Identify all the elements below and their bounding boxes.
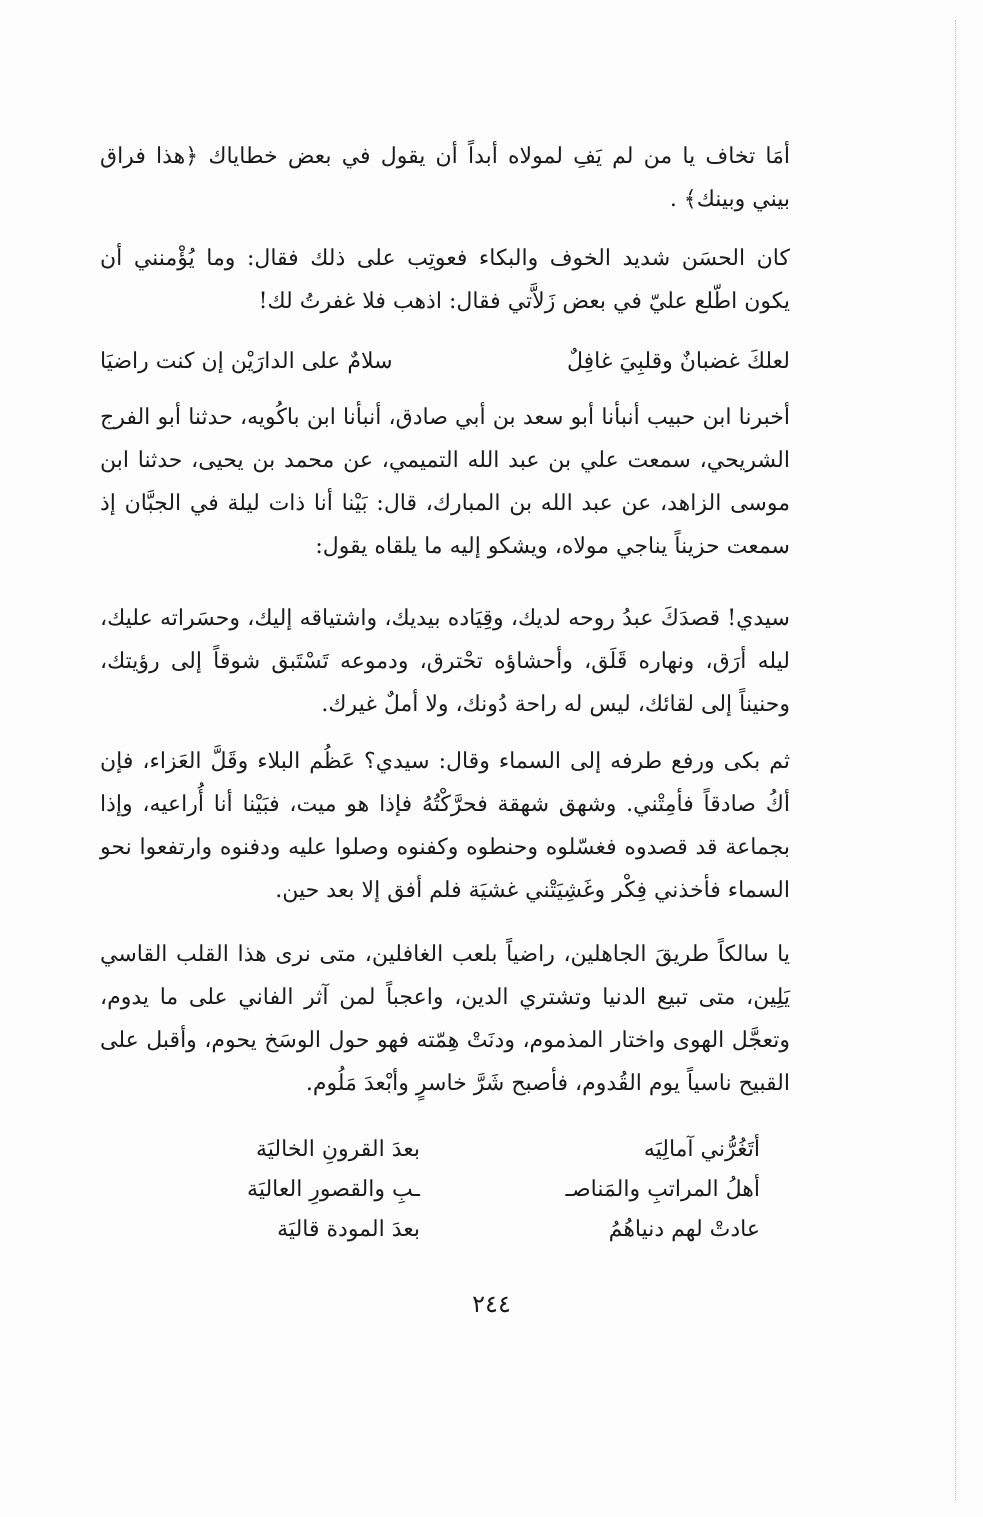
verse-line <box>100 340 790 383</box>
paragraph-3: أخبرنا ابن حبيب أنبأنا أبو سعد بن أبي صادق، أنبأنا ابن باكُويه، حدثنا أبو الفرج الشريحي، سمعت علي بن عبد الله التميمي، عن محمد بن يحيى، حدثنا ابن موسى الزاهد، عن عبد الله بن المبارك، قال: بَيْنا أنا ذات ليلة في الجبَّان إذ سمعت حزيناً يناجي مولاه، ويشكو إليه ما يلقاه يقول: <box>100 405 790 559</box>
poem <box>120 1130 760 1250</box>
poem-second-hemistich: بعدَ القرونِ الخاليَة <box>256 1137 420 1162</box>
poem-second-hemistich: بعدَ المودة قاليَة <box>277 1217 420 1242</box>
verse-first-hemistich: لعلكَ غضبانٌ وقلبِيَ غافِلٌ <box>567 349 790 374</box>
paragraph-4: سيدي! قصدَكَ عبدُ روحه لديك، وقِيَاده بيديك، واشتياقه إليك، وحسَراته عليك، ليله أرَق، ونهاره قَلَق، وأحشاؤه تحْترق، ودموعه تَسْتَبق شوقاً إلى رؤيتك، وحنيناً إلى لقائك، ليس له راحة دُونك، ولا أملٌ غيرك. <box>100 606 790 717</box>
paragraph-5: ثم بكى ورفع طرفه إلى السماء وقال: سيدي؟ عَظُم البلاء وقَلَّ العَزاء، فإن أكُ صادقاً فأمِتْني. وشهق شهقة فحرَّكْتُهُ فإذا هو ميت، فبَيْنا أنا أُراعيه، وإذا بجماعة قد قصدوه فغسّلوه وحنطوه وكفنوه وصلوا عليه ودفنوه وارتفعوا نحو السماء فأخذني فِكْر وغَشِيَتْني غشيَة فلم أفق إلا بعد حين. <box>100 749 790 903</box>
paragraph-1: أمَا تخاف يا من لم يَفِ لمولاه أبداً أن يقول في بعض خطاياك ﴿هذا فراق بيني وبينك﴾ . <box>100 144 790 212</box>
poem-first-hemistich: أهلُ المراتبِ والمَناصـ <box>565 1177 760 1202</box>
verse-second-hemistich: سلامٌ على الدارَيْن إن كنت راضيَا <box>100 349 393 374</box>
page-number: ٢٤٤ <box>472 1290 511 1318</box>
poem-line <box>120 1130 760 1170</box>
paragraph-2: كان الحسَن شديد الخوف والبكاء فعوتِب على ذلك فقال: وما يُؤْمنني أن يكون اطّلع عليّ في بعض زَلاَّتي فقال: اذهب فلا غفرتُ لك! <box>100 246 790 314</box>
poem-line <box>120 1210 760 1250</box>
poem-first-hemistich: عادتْ لهم دنياهُمُ <box>608 1217 760 1242</box>
page-edge-line <box>955 20 956 1500</box>
paragraph-6: يا سالكاً طريقَ الجاهلين، راضياً بلعب الغافلين، متى نرى هذا القلب القاسي يَلِين، متى تبيع الدنيا وتشتري الدين، واعجباً لمن آثر الفاني على ما يدوم، وتعجَّل الهوى واختار المذموم، ودنَتْ هِمّته فهو حول الوسَخ يحوم، وأقبل على القبيح ناسياً يوم القُدوم، فأصبح شَرَّ خاسرٍ وأبْعدَ مَلُوم. <box>100 942 791 1096</box>
poem-line <box>120 1170 760 1210</box>
poem-first-hemistich: أتَغُرُّني آمالِيَه <box>643 1137 760 1162</box>
poem-second-hemistich: ـبِ والقصورِ العاليَة <box>247 1177 420 1202</box>
